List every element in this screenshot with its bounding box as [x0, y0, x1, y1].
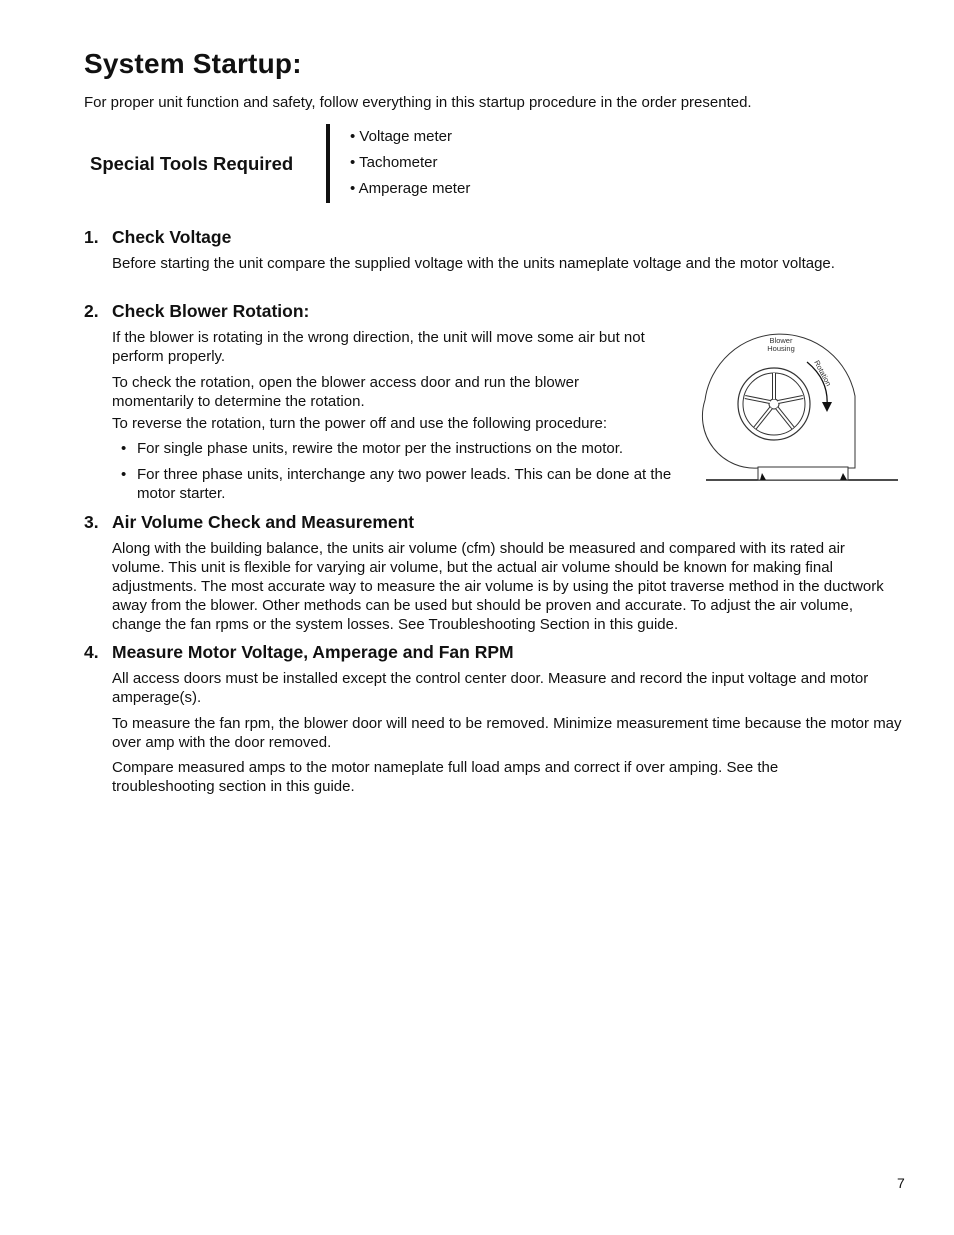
- intro-text: For proper unit function and safety, follow everything in this startup procedure in the order presented.: [84, 94, 752, 111]
- housing-label-line2: Housing: [767, 344, 795, 353]
- tool-item: • Tachometer: [350, 154, 438, 171]
- section-number: 3.: [84, 512, 99, 532]
- tools-list: [350, 127, 470, 205]
- bullet-item: [121, 440, 624, 459]
- section-2-paragraph: If the blower is rotating in the wrong direction, the unit will move some air but not perform properly.: [112, 329, 645, 365]
- blower-outlet: [758, 467, 848, 480]
- section-title: Check Voltage: [112, 227, 232, 247]
- section-3-heading: [84, 512, 414, 533]
- section-4-paragraph: All access doors must be installed except the control center door. Measure and record the input voltage and motor amperage(s).: [112, 670, 869, 706]
- section-2-paragraph: To reverse the rotation, turn the power off and use the following procedure:: [112, 415, 608, 432]
- section-number: 1.: [84, 227, 99, 247]
- rotation-label: Rotation: [812, 358, 834, 388]
- bullet-dot: •: [121, 466, 127, 483]
- section-3-paragraph: Along with the building balance, the units air volume (cfm) should be measured and compared with its rated air volume. This unit is flexible for varying air volume, but the actual air volume should be known for making final adjustments. The most accurate way to measure the air volume is by using the pitot traverse method in the ductwork away from the blower. Other methods can be used but should be proven and accurate. To adjust the air volume, change the fan rpms or the system losses. See Troubleshooting Section in this guide.: [112, 540, 884, 633]
- section-1-paragraph: Before starting the unit compare the supplied voltage with the units nameplate voltage and the motor voltage.: [112, 255, 835, 272]
- bullet-text: For single phase units, rewire the motor per the instructions on the motor.: [137, 440, 624, 457]
- section-title: Check Blower Rotation:: [112, 301, 310, 321]
- tool-item: • Voltage meter: [350, 128, 452, 145]
- section-4-paragraph: Compare measured amps to the motor nameplate full load amps and correct if over amping. See the troubleshooting section in this guide.: [112, 759, 779, 795]
- section-title: Air Volume Check and Measurement: [112, 512, 415, 532]
- special-tools-label: Special Tools Required: [90, 153, 294, 174]
- tool-item: • Amperage meter: [350, 180, 471, 197]
- section-2-paragraph: To check the rotation, open the blower access door and run the blower momentarily to determine the rotation.: [112, 374, 579, 410]
- section-4-heading: [84, 642, 514, 663]
- housing-label-line1: Blower: [769, 336, 793, 345]
- page-number: 7: [897, 1175, 905, 1191]
- bullet-dot: •: [121, 440, 127, 457]
- section-2-heading: [84, 301, 309, 322]
- section-4-paragraph: To measure the fan rpm, the blower door will need to be removed. Minimize measurement time because the motor may over amp with the door removed.: [112, 715, 902, 751]
- section-1-heading: [84, 227, 231, 248]
- bullet-item: [121, 466, 672, 502]
- section-title: Measure Motor Voltage, Amperage and Fan RPM: [112, 642, 514, 662]
- bullet-text: For three phase units, interchange any two power leads. This can be done at the motor starter.: [137, 466, 672, 502]
- blower-rotation-diagram: [700, 318, 902, 488]
- section-number: 4.: [84, 642, 99, 662]
- tools-divider: [326, 124, 330, 203]
- section-number: 2.: [84, 301, 99, 321]
- page-title: System Startup:: [84, 48, 302, 79]
